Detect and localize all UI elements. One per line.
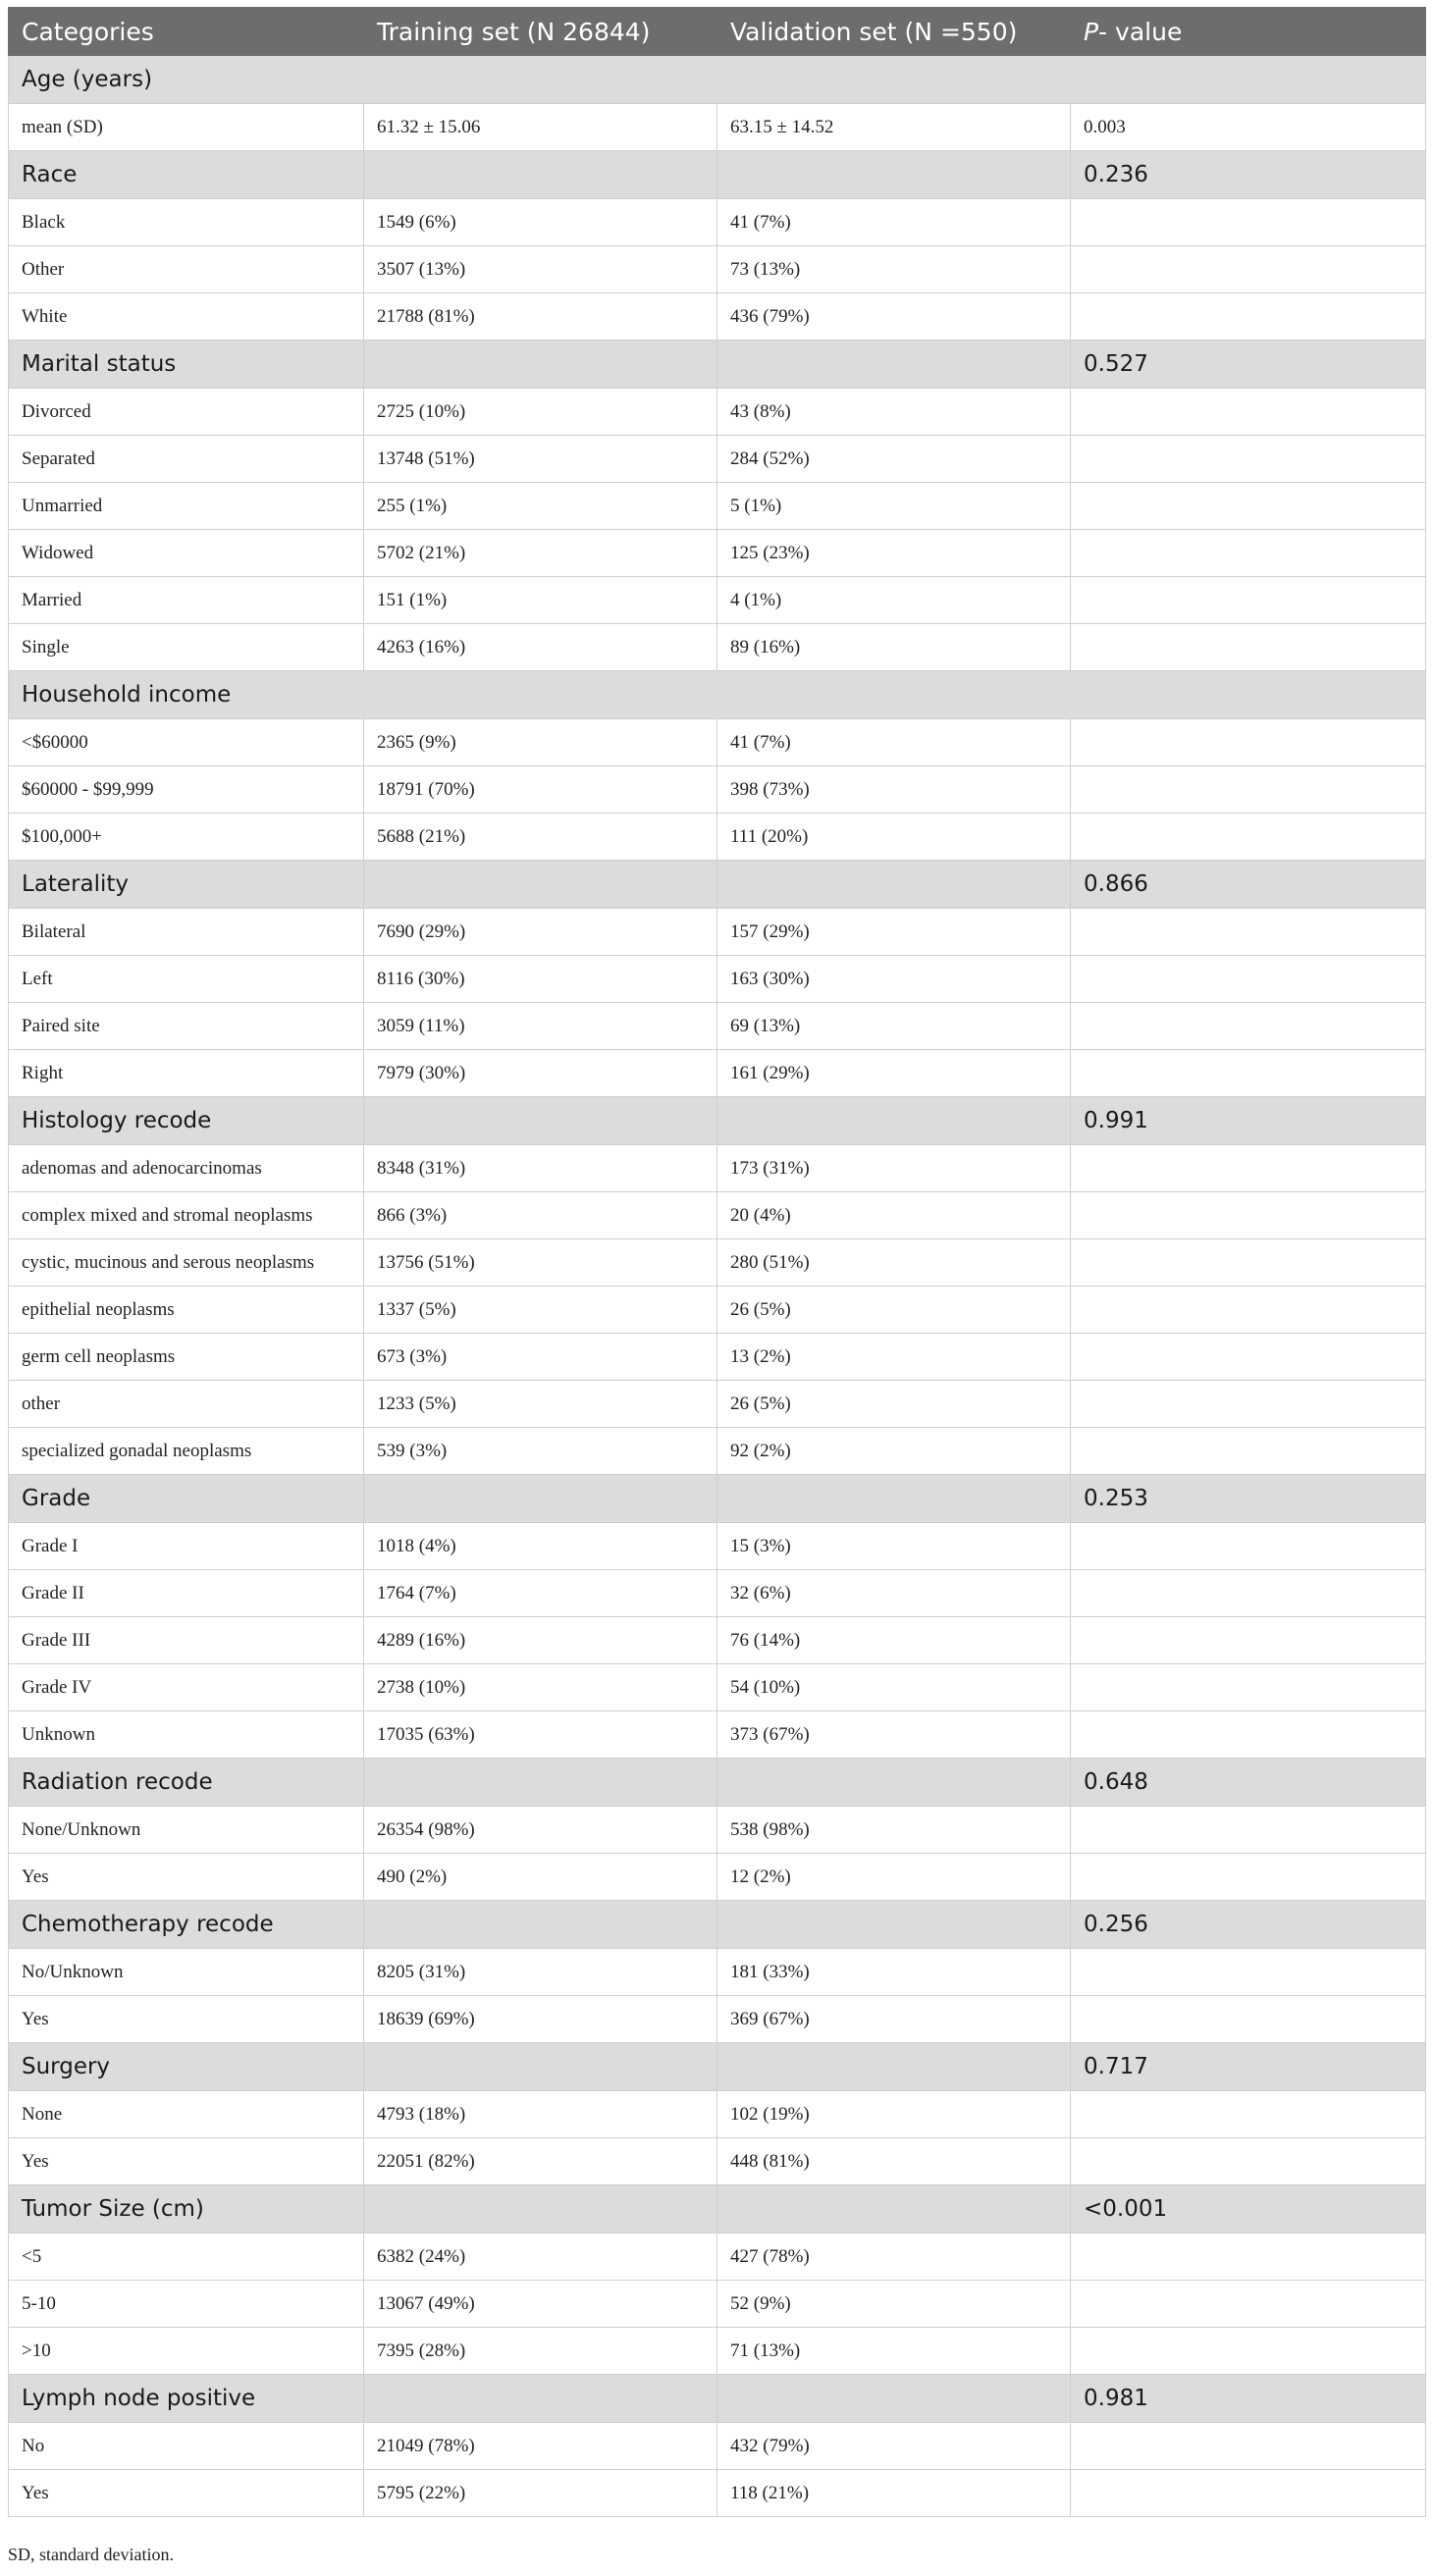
cell-training-value: 866 (3%): [364, 1192, 717, 1239]
cell-training-value: 2725 (10%): [364, 389, 717, 436]
cell-training-value: 18791 (70%): [364, 766, 717, 814]
cell-training-value: 7690 (29%): [364, 909, 717, 956]
cell-category: Grade III: [9, 1617, 364, 1664]
section-title: Tumor Size (cm): [9, 2185, 364, 2234]
cell-category: $60000 - $99,999: [9, 766, 364, 814]
table-body: [9, 56, 1426, 2517]
cell-training-value: 490 (2%): [364, 1854, 717, 1901]
cell-validation-value: 76 (14%): [717, 1617, 1071, 1664]
cell-category: Yes: [9, 1854, 364, 1901]
cell-validation-value: 427 (78%): [717, 2234, 1071, 2281]
cell-validation-value: 538 (98%): [717, 1807, 1071, 1854]
cell-training-value: 4289 (16%): [364, 1617, 717, 1664]
header-training-set: Training set (N 26844): [364, 8, 717, 56]
table-row: [9, 1711, 1426, 1759]
cell-category: Grade IV: [9, 1664, 364, 1711]
cell-validation-value: 118 (21%): [717, 2470, 1071, 2517]
section-title: Marital status: [9, 341, 364, 389]
cell-category: None: [9, 2091, 364, 2138]
cell-validation-value: 52 (9%): [717, 2281, 1071, 2328]
table-row: [9, 1617, 1426, 1664]
cell-p-value: [1071, 199, 1426, 246]
cell-training-value: 2365 (9%): [364, 719, 717, 766]
cell-validation-value: 173 (31%): [717, 1145, 1071, 1192]
cell-p-value: [1071, 2091, 1426, 2138]
section-empty-cell: [717, 151, 1071, 199]
table-row: [9, 1949, 1426, 1996]
section-empty-cell: [364, 2185, 717, 2234]
cell-category: No: [9, 2423, 364, 2470]
cell-training-value: 1337 (5%): [364, 1287, 717, 1334]
cell-validation-value: 71 (13%): [717, 2328, 1071, 2375]
cell-validation-value: 89 (16%): [717, 624, 1071, 671]
cell-p-value: [1071, 389, 1426, 436]
table-row: [9, 104, 1426, 151]
cell-p-value: [1071, 1192, 1426, 1239]
cell-training-value: 5688 (21%): [364, 814, 717, 861]
cell-category: epithelial neoplasms: [9, 1287, 364, 1334]
cell-p-value: [1071, 1711, 1426, 1759]
cell-validation-value: 157 (29%): [717, 909, 1071, 956]
cell-category: 5-10: [9, 2281, 364, 2328]
cell-training-value: 13067 (49%): [364, 2281, 717, 2328]
cell-p-value: [1071, 436, 1426, 483]
section-p-value: 0.256: [1071, 1901, 1426, 1949]
section-empty-cell: [717, 1901, 1071, 1949]
section-p-value: <0.001: [1071, 2185, 1426, 2234]
table-row: [9, 1570, 1426, 1617]
cell-validation-value: 43 (8%): [717, 389, 1071, 436]
cell-validation-value: 32 (6%): [717, 1570, 1071, 1617]
cell-category: Divorced: [9, 389, 364, 436]
cell-validation-value: 432 (79%): [717, 2423, 1071, 2470]
section-title: Household income: [9, 671, 1426, 719]
cell-training-value: 7979 (30%): [364, 1050, 717, 1097]
cell-p-value: [1071, 483, 1426, 530]
cell-validation-value: 13 (2%): [717, 1334, 1071, 1381]
section-p-value: 0.253: [1071, 1475, 1426, 1523]
cell-category: Grade II: [9, 1570, 364, 1617]
cell-category: Single: [9, 624, 364, 671]
table-row: [9, 2470, 1426, 2517]
cell-p-value: [1071, 2234, 1426, 2281]
cell-training-value: 22051 (82%): [364, 2138, 717, 2185]
cell-training-value: 26354 (98%): [364, 1807, 717, 1854]
section-p-value: 0.648: [1071, 1759, 1426, 1807]
section-title: Race: [9, 151, 364, 199]
cell-training-value: 18639 (69%): [364, 1996, 717, 2043]
cell-validation-value: 373 (67%): [717, 1711, 1071, 1759]
cell-p-value: [1071, 1996, 1426, 2043]
cell-validation-value: 181 (33%): [717, 1949, 1071, 1996]
cell-validation-value: 369 (67%): [717, 1996, 1071, 2043]
cell-validation-value: 111 (20%): [717, 814, 1071, 861]
section-p-value: 0.866: [1071, 861, 1426, 909]
header-categories: Categories: [9, 8, 364, 56]
section-title: Grade: [9, 1475, 364, 1523]
cell-training-value: 1018 (4%): [364, 1523, 717, 1570]
cell-p-value: [1071, 246, 1426, 293]
cell-p-value: [1071, 1145, 1426, 1192]
cell-p-value: [1071, 1003, 1426, 1050]
table-row: [9, 2281, 1426, 2328]
cell-validation-value: 161 (29%): [717, 1050, 1071, 1097]
cell-training-value: 5702 (21%): [364, 530, 717, 577]
cell-validation-value: 398 (73%): [717, 766, 1071, 814]
table-row: [9, 909, 1426, 956]
cell-training-value: 255 (1%): [364, 483, 717, 530]
table-row: [9, 1050, 1426, 1097]
cell-training-value: 4263 (16%): [364, 624, 717, 671]
cell-training-value: 7395 (28%): [364, 2328, 717, 2375]
section-title: Radiation recode: [9, 1759, 364, 1807]
section-empty-cell: [717, 341, 1071, 389]
section-header-row: [9, 861, 1426, 909]
cell-validation-value: 448 (81%): [717, 2138, 1071, 2185]
section-empty-cell: [717, 861, 1071, 909]
cell-p-value: [1071, 1050, 1426, 1097]
cell-p-value: [1071, 2138, 1426, 2185]
section-empty-cell: [364, 2375, 717, 2423]
cell-validation-value: 280 (51%): [717, 1239, 1071, 1287]
table-row: [9, 814, 1426, 861]
cell-validation-value: 4 (1%): [717, 577, 1071, 624]
cell-training-value: 21788 (81%): [364, 293, 717, 341]
cell-category: White: [9, 293, 364, 341]
section-title: Laterality: [9, 861, 364, 909]
cell-validation-value: 436 (79%): [717, 293, 1071, 341]
cell-training-value: 17035 (63%): [364, 1711, 717, 1759]
cell-training-value: 3059 (11%): [364, 1003, 717, 1050]
cell-validation-value: 26 (5%): [717, 1287, 1071, 1334]
cell-training-value: 8205 (31%): [364, 1949, 717, 1996]
cell-p-value: [1071, 719, 1426, 766]
table-row: [9, 577, 1426, 624]
section-header-row: [9, 1759, 1426, 1807]
table-row: [9, 1664, 1426, 1711]
table-row: [9, 1854, 1426, 1901]
cell-category: germ cell neoplasms: [9, 1334, 364, 1381]
section-empty-cell: [717, 1475, 1071, 1523]
cell-validation-value: 41 (7%): [717, 199, 1071, 246]
section-header-row: [9, 1901, 1426, 1949]
cell-category: Yes: [9, 2138, 364, 2185]
cell-p-value: [1071, 577, 1426, 624]
section-p-value: 0.527: [1071, 341, 1426, 389]
table-row: [9, 1807, 1426, 1854]
table-row: [9, 1003, 1426, 1050]
cell-validation-value: 54 (10%): [717, 1664, 1071, 1711]
section-header-row: [9, 671, 1426, 719]
table-row: [9, 246, 1426, 293]
cell-category: Yes: [9, 1996, 364, 2043]
cell-p-value: [1071, 1428, 1426, 1475]
cell-validation-value: 284 (52%): [717, 436, 1071, 483]
section-empty-cell: [364, 1901, 717, 1949]
section-empty-cell: [364, 151, 717, 199]
cell-category: Unmarried: [9, 483, 364, 530]
cell-validation-value: 163 (30%): [717, 956, 1071, 1003]
section-p-value: 0.717: [1071, 2043, 1426, 2091]
cell-category: Unknown: [9, 1711, 364, 1759]
cell-validation-value: 26 (5%): [717, 1381, 1071, 1428]
cell-training-value: 673 (3%): [364, 1334, 717, 1381]
header-p-italic: P: [1084, 17, 1099, 46]
table-row: [9, 766, 1426, 814]
cell-category: >10: [9, 2328, 364, 2375]
cell-category: Paired site: [9, 1003, 364, 1050]
cell-training-value: 1549 (6%): [364, 199, 717, 246]
section-header-row: [9, 2375, 1426, 2423]
cell-training-value: 2738 (10%): [364, 1664, 717, 1711]
section-empty-cell: [364, 2043, 717, 2091]
cell-training-value: 13748 (51%): [364, 436, 717, 483]
table-row: [9, 1996, 1426, 2043]
section-empty-cell: [717, 2375, 1071, 2423]
cell-validation-value: 73 (13%): [717, 246, 1071, 293]
cell-training-value: 4793 (18%): [364, 2091, 717, 2138]
cell-p-value: [1071, 624, 1426, 671]
section-empty-cell: [364, 1097, 717, 1145]
table-row: [9, 719, 1426, 766]
table-row: [9, 1381, 1426, 1428]
cell-p-value: [1071, 1381, 1426, 1428]
table-row: [9, 2423, 1426, 2470]
cell-category: complex mixed and stromal neoplasms: [9, 1192, 364, 1239]
table-row: [9, 1287, 1426, 1334]
cell-p-value: [1071, 1570, 1426, 1617]
header-validation-set: Validation set (N =550): [717, 8, 1071, 56]
section-header-row: [9, 341, 1426, 389]
table-row: [9, 436, 1426, 483]
table-row: [9, 1334, 1426, 1381]
cell-category: cystic, mucinous and serous neoplasms: [9, 1239, 364, 1287]
cell-training-value: 3507 (13%): [364, 246, 717, 293]
cell-p-value: [1071, 1287, 1426, 1334]
cell-p-value: [1071, 814, 1426, 861]
cell-category: Bilateral: [9, 909, 364, 956]
cell-p-value: [1071, 1523, 1426, 1570]
section-empty-cell: [717, 2185, 1071, 2234]
table-row: [9, 389, 1426, 436]
header-p-rest: - value: [1098, 17, 1183, 46]
table-row: [9, 2328, 1426, 2375]
cell-category: Grade I: [9, 1523, 364, 1570]
cell-p-value: [1071, 1949, 1426, 1996]
cell-p-value: [1071, 2470, 1426, 2517]
cell-training-value: 5795 (22%): [364, 2470, 717, 2517]
cell-p-value: [1071, 1664, 1426, 1711]
section-title: Age (years): [9, 56, 1426, 104]
cell-category: specialized gonadal neoplasms: [9, 1428, 364, 1475]
table-row: [9, 530, 1426, 577]
cell-p-value: [1071, 1854, 1426, 1901]
table-row: [9, 2138, 1426, 2185]
cell-category: mean (SD): [9, 104, 364, 151]
cell-p-value: [1071, 1617, 1426, 1664]
cell-category: Other: [9, 246, 364, 293]
baseline-characteristics-table-container: [8, 7, 1425, 2517]
table-row: [9, 1428, 1426, 1475]
table-row: [9, 624, 1426, 671]
cell-category: Yes: [9, 2470, 364, 2517]
cell-validation-value: 92 (2%): [717, 1428, 1071, 1475]
cell-p-value: [1071, 1807, 1426, 1854]
table-row: [9, 2091, 1426, 2138]
cell-validation-value: 125 (23%): [717, 530, 1071, 577]
section-header-row: [9, 1097, 1426, 1145]
cell-category: $100,000+: [9, 814, 364, 861]
section-p-value: 0.991: [1071, 1097, 1426, 1145]
cell-p-value: [1071, 956, 1426, 1003]
cell-category: Black: [9, 199, 364, 246]
cell-category: <5: [9, 2234, 364, 2281]
section-empty-cell: [364, 1475, 717, 1523]
cell-p-value: [1071, 293, 1426, 341]
table-row: [9, 956, 1426, 1003]
cell-training-value: 539 (3%): [364, 1428, 717, 1475]
section-empty-cell: [717, 2043, 1071, 2091]
section-empty-cell: [364, 1759, 717, 1807]
cell-p-value: [1071, 2281, 1426, 2328]
cell-training-value: 6382 (24%): [364, 2234, 717, 2281]
cell-category: None/Unknown: [9, 1807, 364, 1854]
section-empty-cell: [364, 861, 717, 909]
baseline-characteristics-table: [8, 7, 1426, 2517]
cell-validation-value: 41 (7%): [717, 719, 1071, 766]
cell-training-value: 1233 (5%): [364, 1381, 717, 1428]
cell-validation-value: 102 (19%): [717, 2091, 1071, 2138]
cell-category: adenomas and adenocarcinomas: [9, 1145, 364, 1192]
table-row: [9, 199, 1426, 246]
table-row: [9, 1192, 1426, 1239]
section-empty-cell: [717, 1759, 1071, 1807]
table-row: [9, 1239, 1426, 1287]
section-header-row: [9, 2185, 1426, 2234]
cell-validation-value: 5 (1%): [717, 483, 1071, 530]
cell-p-value: 0.003: [1071, 104, 1426, 151]
section-header-row: [9, 56, 1426, 104]
section-title: Histology recode: [9, 1097, 364, 1145]
table-header-row: [9, 8, 1426, 56]
cell-validation-value: 15 (3%): [717, 1523, 1071, 1570]
cell-training-value: 21049 (78%): [364, 2423, 717, 2470]
cell-validation-value: 63.15 ± 14.52: [717, 104, 1071, 151]
section-title: Surgery: [9, 2043, 364, 2091]
cell-category: other: [9, 1381, 364, 1428]
table-row: [9, 483, 1426, 530]
cell-p-value: [1071, 766, 1426, 814]
header-p-value: [1071, 8, 1426, 56]
table-row: [9, 293, 1426, 341]
cell-p-value: [1071, 909, 1426, 956]
section-empty-cell: [364, 341, 717, 389]
cell-training-value: 1764 (7%): [364, 1570, 717, 1617]
cell-category: Widowed: [9, 530, 364, 577]
table-row: [9, 1523, 1426, 1570]
cell-validation-value: 12 (2%): [717, 1854, 1071, 1901]
section-header-row: [9, 2043, 1426, 2091]
cell-category: Right: [9, 1050, 364, 1097]
cell-p-value: [1071, 1239, 1426, 1287]
section-p-value: 0.236: [1071, 151, 1426, 199]
section-header-row: [9, 151, 1426, 199]
cell-training-value: 8348 (31%): [364, 1145, 717, 1192]
cell-validation-value: 69 (13%): [717, 1003, 1071, 1050]
section-title: Lymph node positive: [9, 2375, 364, 2423]
cell-training-value: 61.32 ± 15.06: [364, 104, 717, 151]
section-title: Chemotherapy recode: [9, 1901, 364, 1949]
section-empty-cell: [717, 1097, 1071, 1145]
table-row: [9, 1145, 1426, 1192]
table-row: [9, 2234, 1426, 2281]
cell-category: No/Unknown: [9, 1949, 364, 1996]
footnote: SD, standard deviation.: [8, 2545, 174, 2564]
cell-training-value: 151 (1%): [364, 577, 717, 624]
cell-category: Married: [9, 577, 364, 624]
cell-category: Left: [9, 956, 364, 1003]
cell-training-value: 8116 (30%): [364, 956, 717, 1003]
cell-p-value: [1071, 2423, 1426, 2470]
cell-validation-value: 20 (4%): [717, 1192, 1071, 1239]
cell-category: <$60000: [9, 719, 364, 766]
cell-p-value: [1071, 530, 1426, 577]
cell-category: Separated: [9, 436, 364, 483]
cell-p-value: [1071, 2328, 1426, 2375]
cell-p-value: [1071, 1334, 1426, 1381]
cell-training-value: 13756 (51%): [364, 1239, 717, 1287]
section-header-row: [9, 1475, 1426, 1523]
section-p-value: 0.981: [1071, 2375, 1426, 2423]
